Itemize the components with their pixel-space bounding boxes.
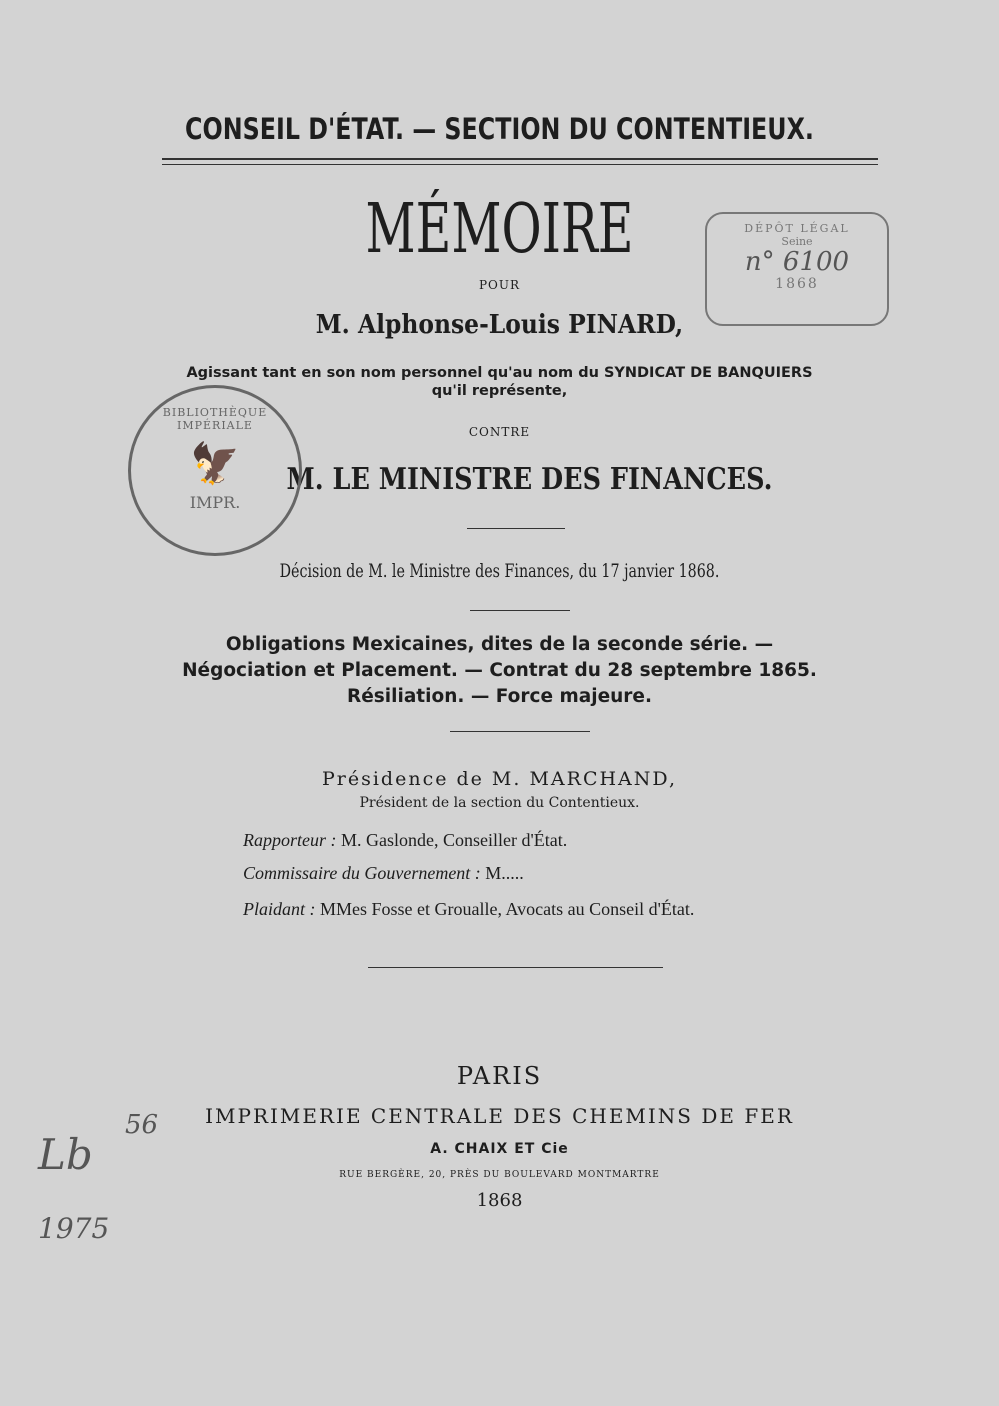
imprint-company: A. CHAIX ET Cie [430, 1141, 569, 1157]
ornament-divider [450, 731, 590, 732]
role-plaidant: Plaidant : MMes Fosse et Groualle, Avocats au Conseil d'État. [243, 899, 695, 919]
handwritten-number: 56 [125, 1110, 159, 1140]
presidence: Présidence de M. MARCHAND, [321, 768, 678, 790]
opponent: M. LE MINISTRE DES FINANCES. [286, 462, 773, 497]
page-title: MÉMOIRE [365, 190, 634, 269]
divider [467, 528, 565, 529]
imprint-city: PARIS [456, 1062, 543, 1090]
role-rapporteur: Rapporteur : M. Gaslonde, Conseiller d'État. [243, 830, 568, 850]
depot-legal-stamp: DÉPÔT LÉGAL Seine n° 6100 1868 [705, 212, 889, 326]
imprint-year: 1868 [476, 1190, 523, 1211]
decision: Décision de M. le Ministre des Finances, du 17 janvier 1868. [279, 560, 720, 582]
pour-label: POUR [478, 278, 521, 292]
acting-text: Agissant tant en son nom personnel qu'au nom du SYNDICAT DE BANQUIERS qu'il représente, [186, 365, 813, 399]
divider [162, 164, 878, 165]
header: CONSEIL D'ÉTAT. — SECTION DU CONTENTIEUX. [185, 112, 814, 146]
handwritten-call-number: 1975 [38, 1212, 110, 1245]
role-commissaire: Commissaire du Gouvernement : M..... [243, 863, 524, 883]
divider [162, 158, 878, 160]
handwritten-shelfmark: Lb [38, 1130, 93, 1179]
ornament-divider [368, 967, 663, 968]
contre-label: CONTRE [468, 425, 531, 439]
presidence-sub: Président de la section du Contentieux. [359, 795, 640, 811]
library-stamp: BIBLIOTHÈQUE IMPÉRIALE 🦅 IMPR. [128, 385, 302, 556]
imprint-printer: IMPRIMERIE CENTRALE DES CHEMINS DE FER [205, 1104, 794, 1128]
divider [470, 610, 570, 611]
party-name: M. Alphonse-Louis PINARD, [315, 310, 684, 340]
subject: Obligations Mexicaines, dites de la seconde série. — Négociation et Placement. — Contrat du 28 septembre 1865. Résiliation. — Force majeure. [182, 634, 817, 707]
imprint-address: RUE BERGÈRE, 20, PRÈS DU BOULEVARD MONTMARTRE [339, 1170, 660, 1180]
